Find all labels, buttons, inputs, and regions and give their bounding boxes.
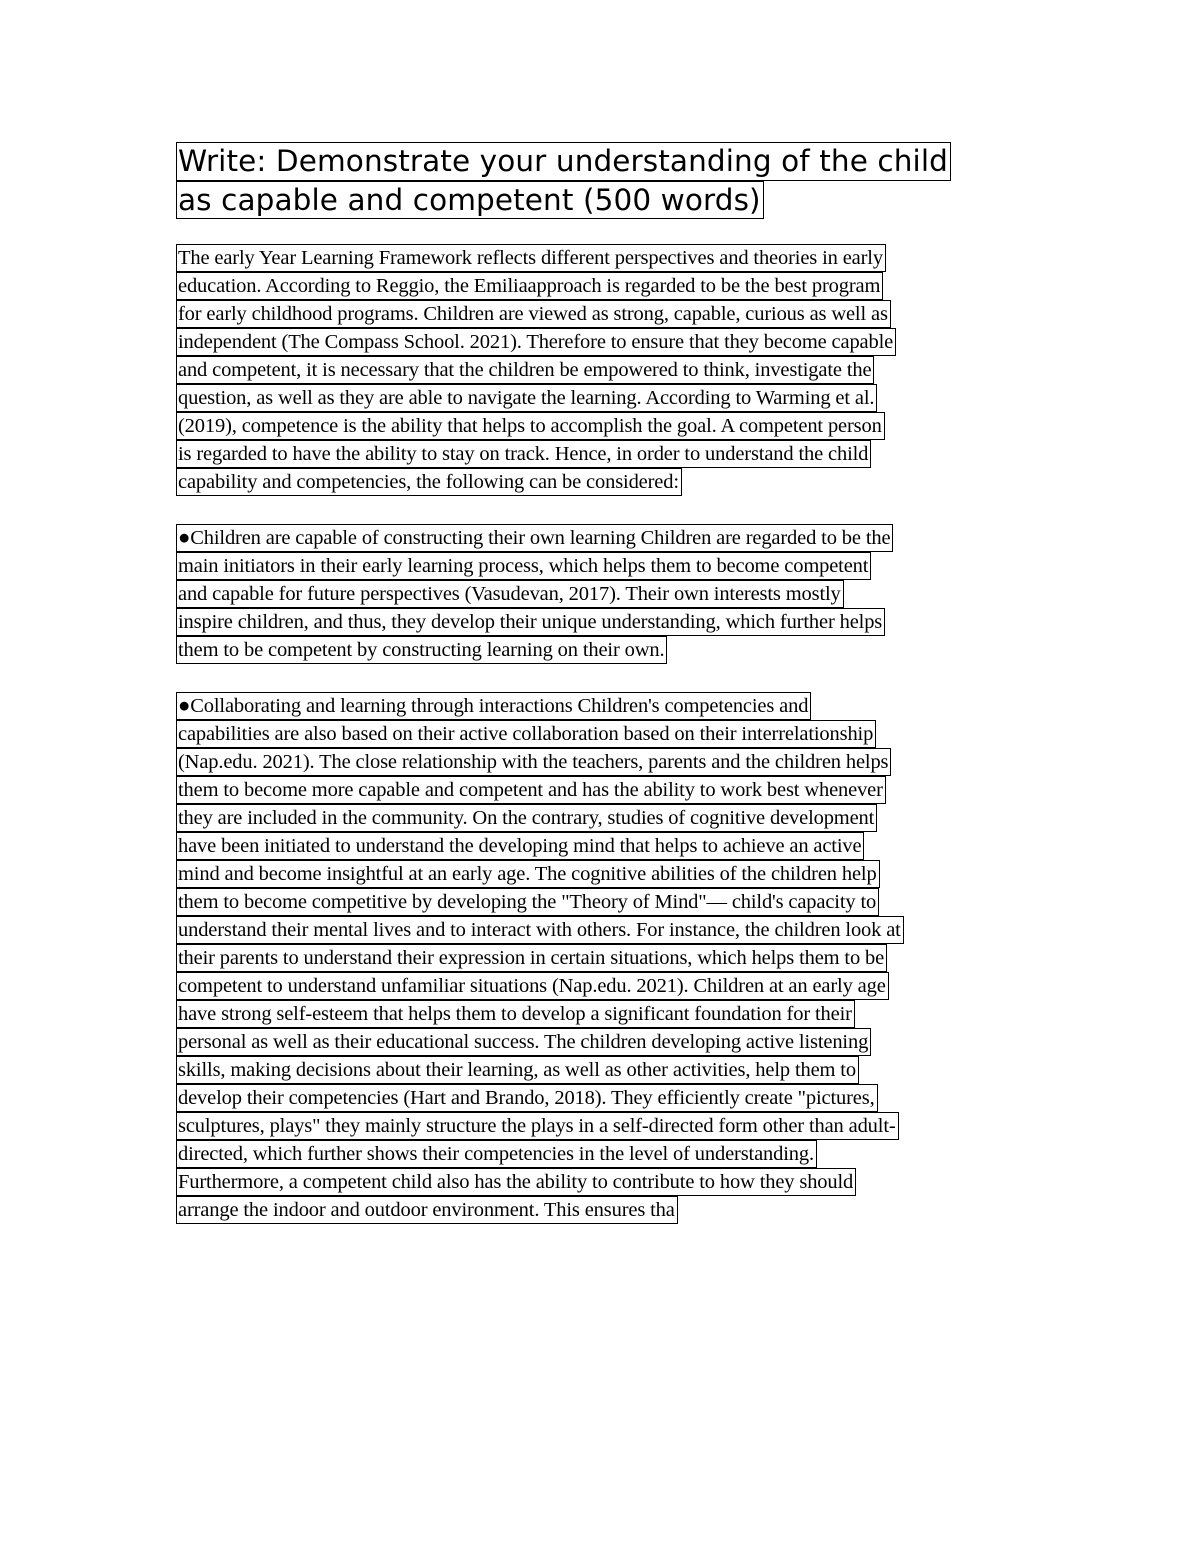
text-line: sculptures, plays" they mainly structure the plays in a self-directed form other than adult-	[176, 1112, 899, 1140]
text-line: ●Collaborating and learning through interactions Children's competencies and	[176, 692, 811, 720]
text-line: arrange the indoor and outdoor environment. This ensures tha	[176, 1196, 678, 1224]
text-line: them to become more capable and competent and has the ability to work best whenever	[176, 776, 886, 804]
text-line: have strong self-esteem that helps them to develop a significant foundation for their	[176, 1000, 855, 1028]
title-line: Write: Demonstrate your understanding of the child	[176, 142, 951, 181]
text-line: directed, which further shows their competencies in the level of understanding.	[176, 1140, 817, 1168]
text-line: The early Year Learning Framework reflects different perspectives and theories in early	[176, 244, 886, 272]
text-line: have been initiated to understand the developing mind that helps to achieve an active	[176, 832, 864, 860]
paragraph-constructing-learning	[176, 524, 893, 664]
document-title	[176, 142, 951, 219]
text-line: (Nap.edu. 2021). The close relationship with the teachers, parents and the children helps	[176, 748, 891, 776]
text-line: they are included in the community. On the contrary, studies of cognitive development	[176, 804, 877, 832]
text-line: personal as well as their educational success. The children developing active listening	[176, 1028, 871, 1056]
title-line: as capable and competent (500 words)	[176, 181, 764, 220]
text-line: their parents to understand their expression in certain situations, which helps them to be	[176, 944, 887, 972]
text-line: ●Children are capable of constructing their own learning Children are regarded to be the	[176, 524, 893, 552]
paragraph-intro	[176, 244, 896, 496]
text-line: and capable for future perspectives (Vasudevan, 2017). Their own interests mostly	[176, 580, 844, 608]
text-line: is regarded to have the ability to stay on track. Hence, in order to understand the child	[176, 440, 871, 468]
text-line: mind and become insightful at an early age. The cognitive abilities of the children help	[176, 860, 880, 888]
text-line: understand their mental lives and to interact with others. For instance, the children look at	[176, 916, 904, 944]
text-line: (2019), competence is the ability that helps to accomplish the goal. A competent person	[176, 412, 885, 440]
text-line: skills, making decisions about their learning, as well as other activities, help them to	[176, 1056, 859, 1084]
text-line: and competent, it is necessary that the children be empowered to think, investigate the	[176, 356, 874, 384]
text-line: them to become competitive by developing the "Theory of Mind"— child's capacity to	[176, 888, 879, 916]
text-line: for early childhood programs. Children are viewed as strong, capable, curious as well as	[176, 300, 891, 328]
text-line: capabilities are also based on their active collaboration based on their interrelationship	[176, 720, 876, 748]
text-line: competent to understand unfamiliar situations (Nap.edu. 2021). Children at an early age	[176, 972, 889, 1000]
text-line: capability and competencies, the following can be considered:	[176, 468, 682, 496]
text-line: them to be competent by constructing learning on their own.	[176, 636, 667, 664]
text-line: main initiators in their early learning process, which helps them to become competent	[176, 552, 871, 580]
text-line: question, as well as they are able to navigate the learning. According to Warming et al.	[176, 384, 877, 412]
text-line: develop their competencies (Hart and Brando, 2018). They efficiently create "pictures,	[176, 1084, 878, 1112]
text-line: education. According to Reggio, the Emiliaapproach is regarded to be the best program	[176, 272, 883, 300]
text-line: independent (The Compass School. 2021). Therefore to ensure that they become capable	[176, 328, 896, 356]
paragraph-collaborating	[176, 692, 904, 1224]
text-line: Furthermore, a competent child also has the ability to contribute to how they should	[176, 1168, 856, 1196]
text-line: inspire children, and thus, they develop their unique understanding, which further helps	[176, 608, 885, 636]
